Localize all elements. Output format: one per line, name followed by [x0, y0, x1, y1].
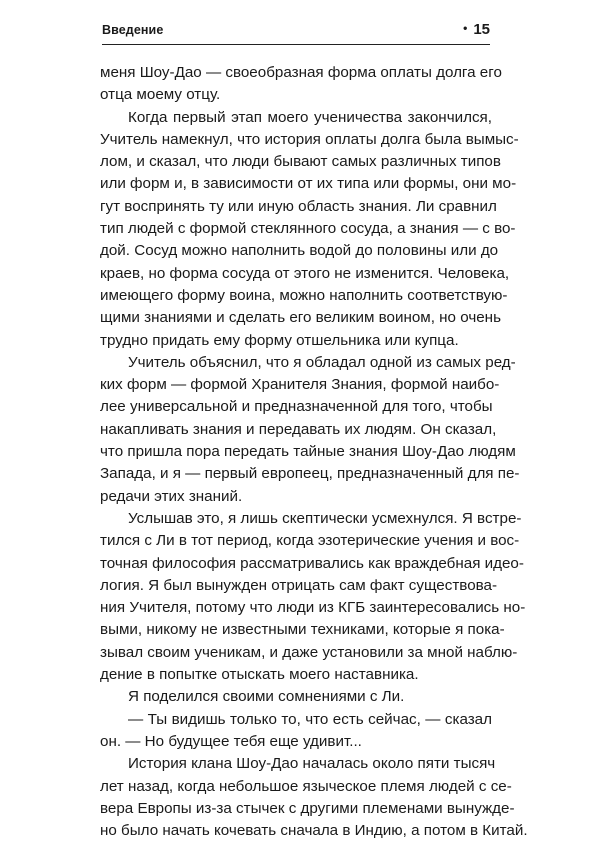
text-line: зывал своим ученикам, и даже установили за мной наблю-: [100, 643, 518, 661]
text-line: Услышав это, я лишь скептически усмехнулся. Я встре-: [128, 509, 522, 527]
bullet: •: [463, 21, 468, 35]
text-line: Учитель намекнул, что история оплаты долга была вымыс-: [100, 130, 519, 148]
text-line: тип людей с формой стеклянного сосуда, а знания — с во-: [100, 220, 516, 238]
running-header: [102, 22, 490, 42]
text-line: лом, и сказал, что люди бывают самых различных типов: [100, 153, 501, 171]
text-line: точная философия рассматривались как враждебная идео-: [100, 554, 524, 572]
text-line: отца моему отцу.: [100, 86, 221, 104]
text-line: логия. Я был вынужден отрицать сам факт существова-: [100, 576, 498, 594]
text-line: Учитель объяснил, что я обладал одной из самых ред-: [128, 353, 516, 371]
text-line: гут воспринять ту или иную область знания. Ли сравнил: [100, 197, 497, 215]
text-line: он. — Но будущее тебя еще удивит...: [100, 732, 362, 750]
text-line: редачи этих знаний.: [100, 487, 243, 505]
text-line: дение в попытке отыскать моего наставника.: [100, 666, 419, 684]
text-line: дой. Сосуд можно наполнить водой до половины или до: [100, 242, 499, 260]
text-line: ких форм — формой Хранителя Знания, формой наибо-: [100, 376, 500, 394]
text-line: имеющего форму воина, можно наполнить соответствую-: [100, 286, 508, 304]
text-line: ния Учителя, потому что люди из КГБ заинтересовались но-: [100, 599, 526, 617]
text-line: Когда первый этап моего ученичества закончился,: [128, 108, 492, 126]
text-line: выми, никому не известными техниками, которые я пока-: [100, 621, 505, 639]
text-line: — Ты видишь только то, что есть сейчас, — сказал: [128, 710, 492, 728]
text-line: вера Европы из-за стычек с другими племенами вынужде-: [100, 799, 515, 817]
page-number: [463, 21, 490, 38]
text-line: лее универсальной и предназначенной для того, чтобы: [100, 398, 493, 416]
page-number-value: 15: [473, 21, 490, 38]
text-line: трудно придать ему форму отшельника или купца.: [100, 331, 459, 349]
text-line: но было начать кочевать сначала в Индию, а потом в Китай.: [100, 822, 528, 840]
text-line: меня Шоу-Дао — своеобразная форма оплаты долга его: [100, 64, 502, 81]
text-line: что пришла пора передать тайные знания Шоу-Дао людям: [100, 443, 516, 461]
text-line: тился с Ли в тот период, когда эзотерические учения и вос-: [100, 532, 520, 550]
text-line: Я поделился своими сомнениями с Ли.: [128, 688, 405, 706]
text-line: накапливать знания и передавать их людям. Он сказал,: [100, 420, 497, 438]
body-text: [100, 62, 528, 842]
text-line: щими знаниями и сделать его великим воином, но очень: [100, 309, 501, 327]
text-line: лет назад, когда небольшое языческое племя людей с се-: [100, 777, 512, 795]
text-line: или форм и, в зависимости от их типа или формы, они мо-: [100, 175, 517, 193]
text-line: краев, но форма сосуда от этого не изменится. Человека,: [100, 264, 510, 282]
section-title: Введение: [102, 23, 164, 37]
text-line: История клана Шоу-Дао началась около пяти тысяч: [128, 755, 496, 773]
text-line: Запада, и я — первый европеец, предназначенный для пе-: [100, 465, 520, 483]
header-rule: [102, 44, 490, 45]
